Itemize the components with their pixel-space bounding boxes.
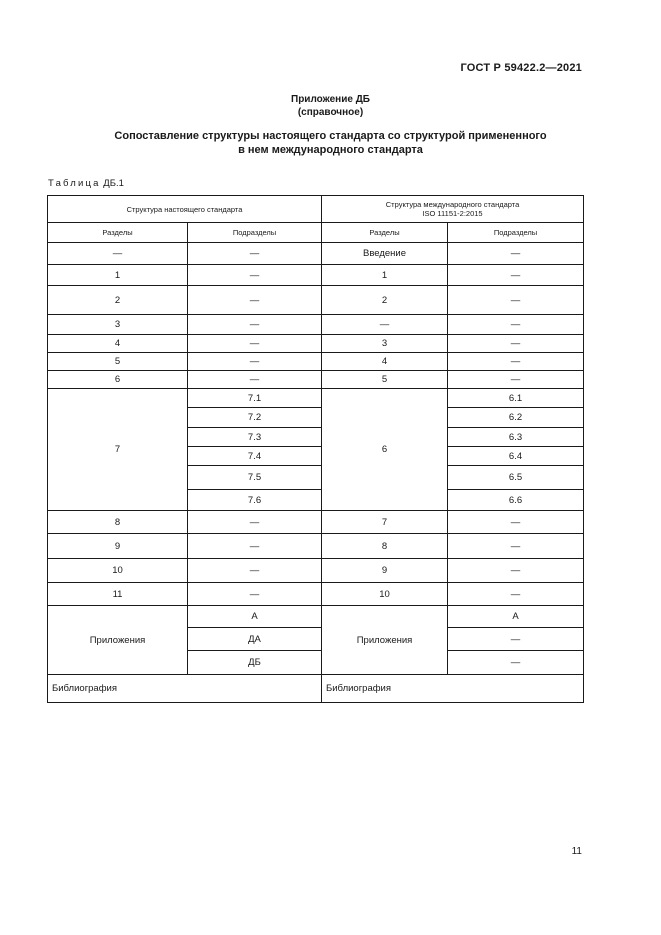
table-row (48, 675, 584, 703)
table-cell: Введение (322, 243, 448, 265)
table-row (48, 389, 584, 408)
table-cell: — (322, 315, 448, 335)
table-cell: — (448, 534, 584, 559)
col-header-sections-national: Разделы (48, 223, 188, 243)
bibliography-national-cell: Библиография (48, 675, 322, 703)
table-cell: 7 (322, 511, 448, 534)
table-cell: 10 (48, 559, 188, 583)
table-cell: 11 (48, 583, 188, 606)
group-header-international (322, 196, 584, 223)
page-title-line-1: Сопоставление структуры настоящего стандарта со структурой примененного (114, 130, 547, 142)
table-cell: — (448, 243, 584, 265)
table-cell: 6.2 (448, 408, 584, 428)
table-cell: — (448, 583, 584, 606)
table-cell: ДБ (188, 651, 322, 675)
table-cell: 5 (322, 371, 448, 389)
annexes-national-cell: Приложения (48, 606, 188, 675)
bibliography-international-cell: Библиография (322, 675, 584, 703)
table-cell: — (188, 286, 322, 315)
table-cell: 9 (322, 559, 448, 583)
table-cell: — (188, 511, 322, 534)
table-cell: 3 (322, 335, 448, 353)
table-cell: 7.1 (188, 389, 322, 408)
table-cell: — (448, 511, 584, 534)
table-cell: — (188, 534, 322, 559)
table-cell: — (448, 628, 584, 651)
structure-comparison-table (47, 195, 584, 703)
table-caption-prefix: Таблица (48, 178, 101, 189)
table-row (48, 335, 584, 353)
table-cell: 8 (48, 511, 188, 534)
group-header-international-line-1: Структура международного стандарта (385, 200, 520, 209)
table-cell: — (188, 335, 322, 353)
table-cell: — (448, 353, 584, 371)
table-cell: 6.4 (448, 447, 584, 466)
table-cell: 4 (322, 353, 448, 371)
col-header-subsections-international: Подразделы (448, 223, 584, 243)
table-row (48, 559, 584, 583)
table-cell: — (448, 651, 584, 675)
group-header-international-line-2: ISO 11151-2:2015 (422, 209, 483, 218)
table-cell: 7.5 (188, 466, 322, 490)
table-row (48, 371, 584, 389)
table-cell: 1 (322, 265, 448, 286)
table-cell: 8 (322, 534, 448, 559)
table-row (48, 606, 584, 628)
table-cell: — (448, 286, 584, 315)
table-cell: — (448, 265, 584, 286)
table-row (48, 243, 584, 265)
table-cell: 2 (48, 286, 188, 315)
table-cell: — (188, 371, 322, 389)
group-header-national: Структура настоящего стандарта (48, 196, 322, 223)
table-cell: 7.4 (188, 447, 322, 466)
annexes-international-cell: Приложения (322, 606, 448, 675)
table-group-header-row (48, 196, 584, 223)
section-7-cell: 7 (48, 389, 188, 511)
table-cell: 7.3 (188, 428, 322, 447)
table-cell: 2 (322, 286, 448, 315)
table-cell: ДА (188, 628, 322, 651)
page-number: 11 (571, 846, 582, 857)
table-cell: — (448, 371, 584, 389)
table-cell: — (188, 559, 322, 583)
table-row (48, 315, 584, 335)
table-row (48, 353, 584, 371)
table-cell: 4 (48, 335, 188, 353)
table-cell: 6.5 (448, 466, 584, 490)
table-cell: 6.3 (448, 428, 584, 447)
annex-subtitle: (справочное) (297, 107, 364, 118)
table-cell: — (448, 335, 584, 353)
table-row (48, 511, 584, 534)
table-cell: 1 (48, 265, 188, 286)
table-cell: 7.2 (188, 408, 322, 428)
table-cell: — (188, 265, 322, 286)
table-row (48, 265, 584, 286)
table-cell: А (448, 606, 584, 628)
table-cell: — (188, 315, 322, 335)
table-cell: — (188, 583, 322, 606)
table-cell: — (188, 353, 322, 371)
table-caption-number: ДБ.1 (103, 178, 124, 189)
table-caption (48, 178, 124, 189)
table-cell: 6 (48, 371, 188, 389)
table-cell: 6.1 (448, 389, 584, 408)
table-cell: 6.6 (448, 490, 584, 511)
table-cell: — (188, 243, 322, 265)
page-title (0, 129, 661, 157)
table-cell: 3 (48, 315, 188, 335)
table-cell: А (188, 606, 322, 628)
table-cell: 5 (48, 353, 188, 371)
table-cell: — (48, 243, 188, 265)
annex-title: Приложение ДБ (291, 94, 370, 105)
document-code: ГОСТ Р 59422.2—2021 (460, 62, 582, 74)
table-cell: — (448, 315, 584, 335)
table-cell: 9 (48, 534, 188, 559)
table-cell: — (448, 559, 584, 583)
table-row (48, 534, 584, 559)
table-row (48, 286, 584, 315)
table-row (48, 583, 584, 606)
annex-heading (0, 93, 661, 119)
col-header-sections-international: Разделы (322, 223, 448, 243)
table-cell: 7.6 (188, 490, 322, 511)
col-header-subsections-national: Подразделы (188, 223, 322, 243)
section-6-cell: 6 (322, 389, 448, 511)
table-cell: 10 (322, 583, 448, 606)
page-title-line-2: в нем международного стандарта (238, 144, 423, 156)
table-column-header-row (48, 223, 584, 243)
